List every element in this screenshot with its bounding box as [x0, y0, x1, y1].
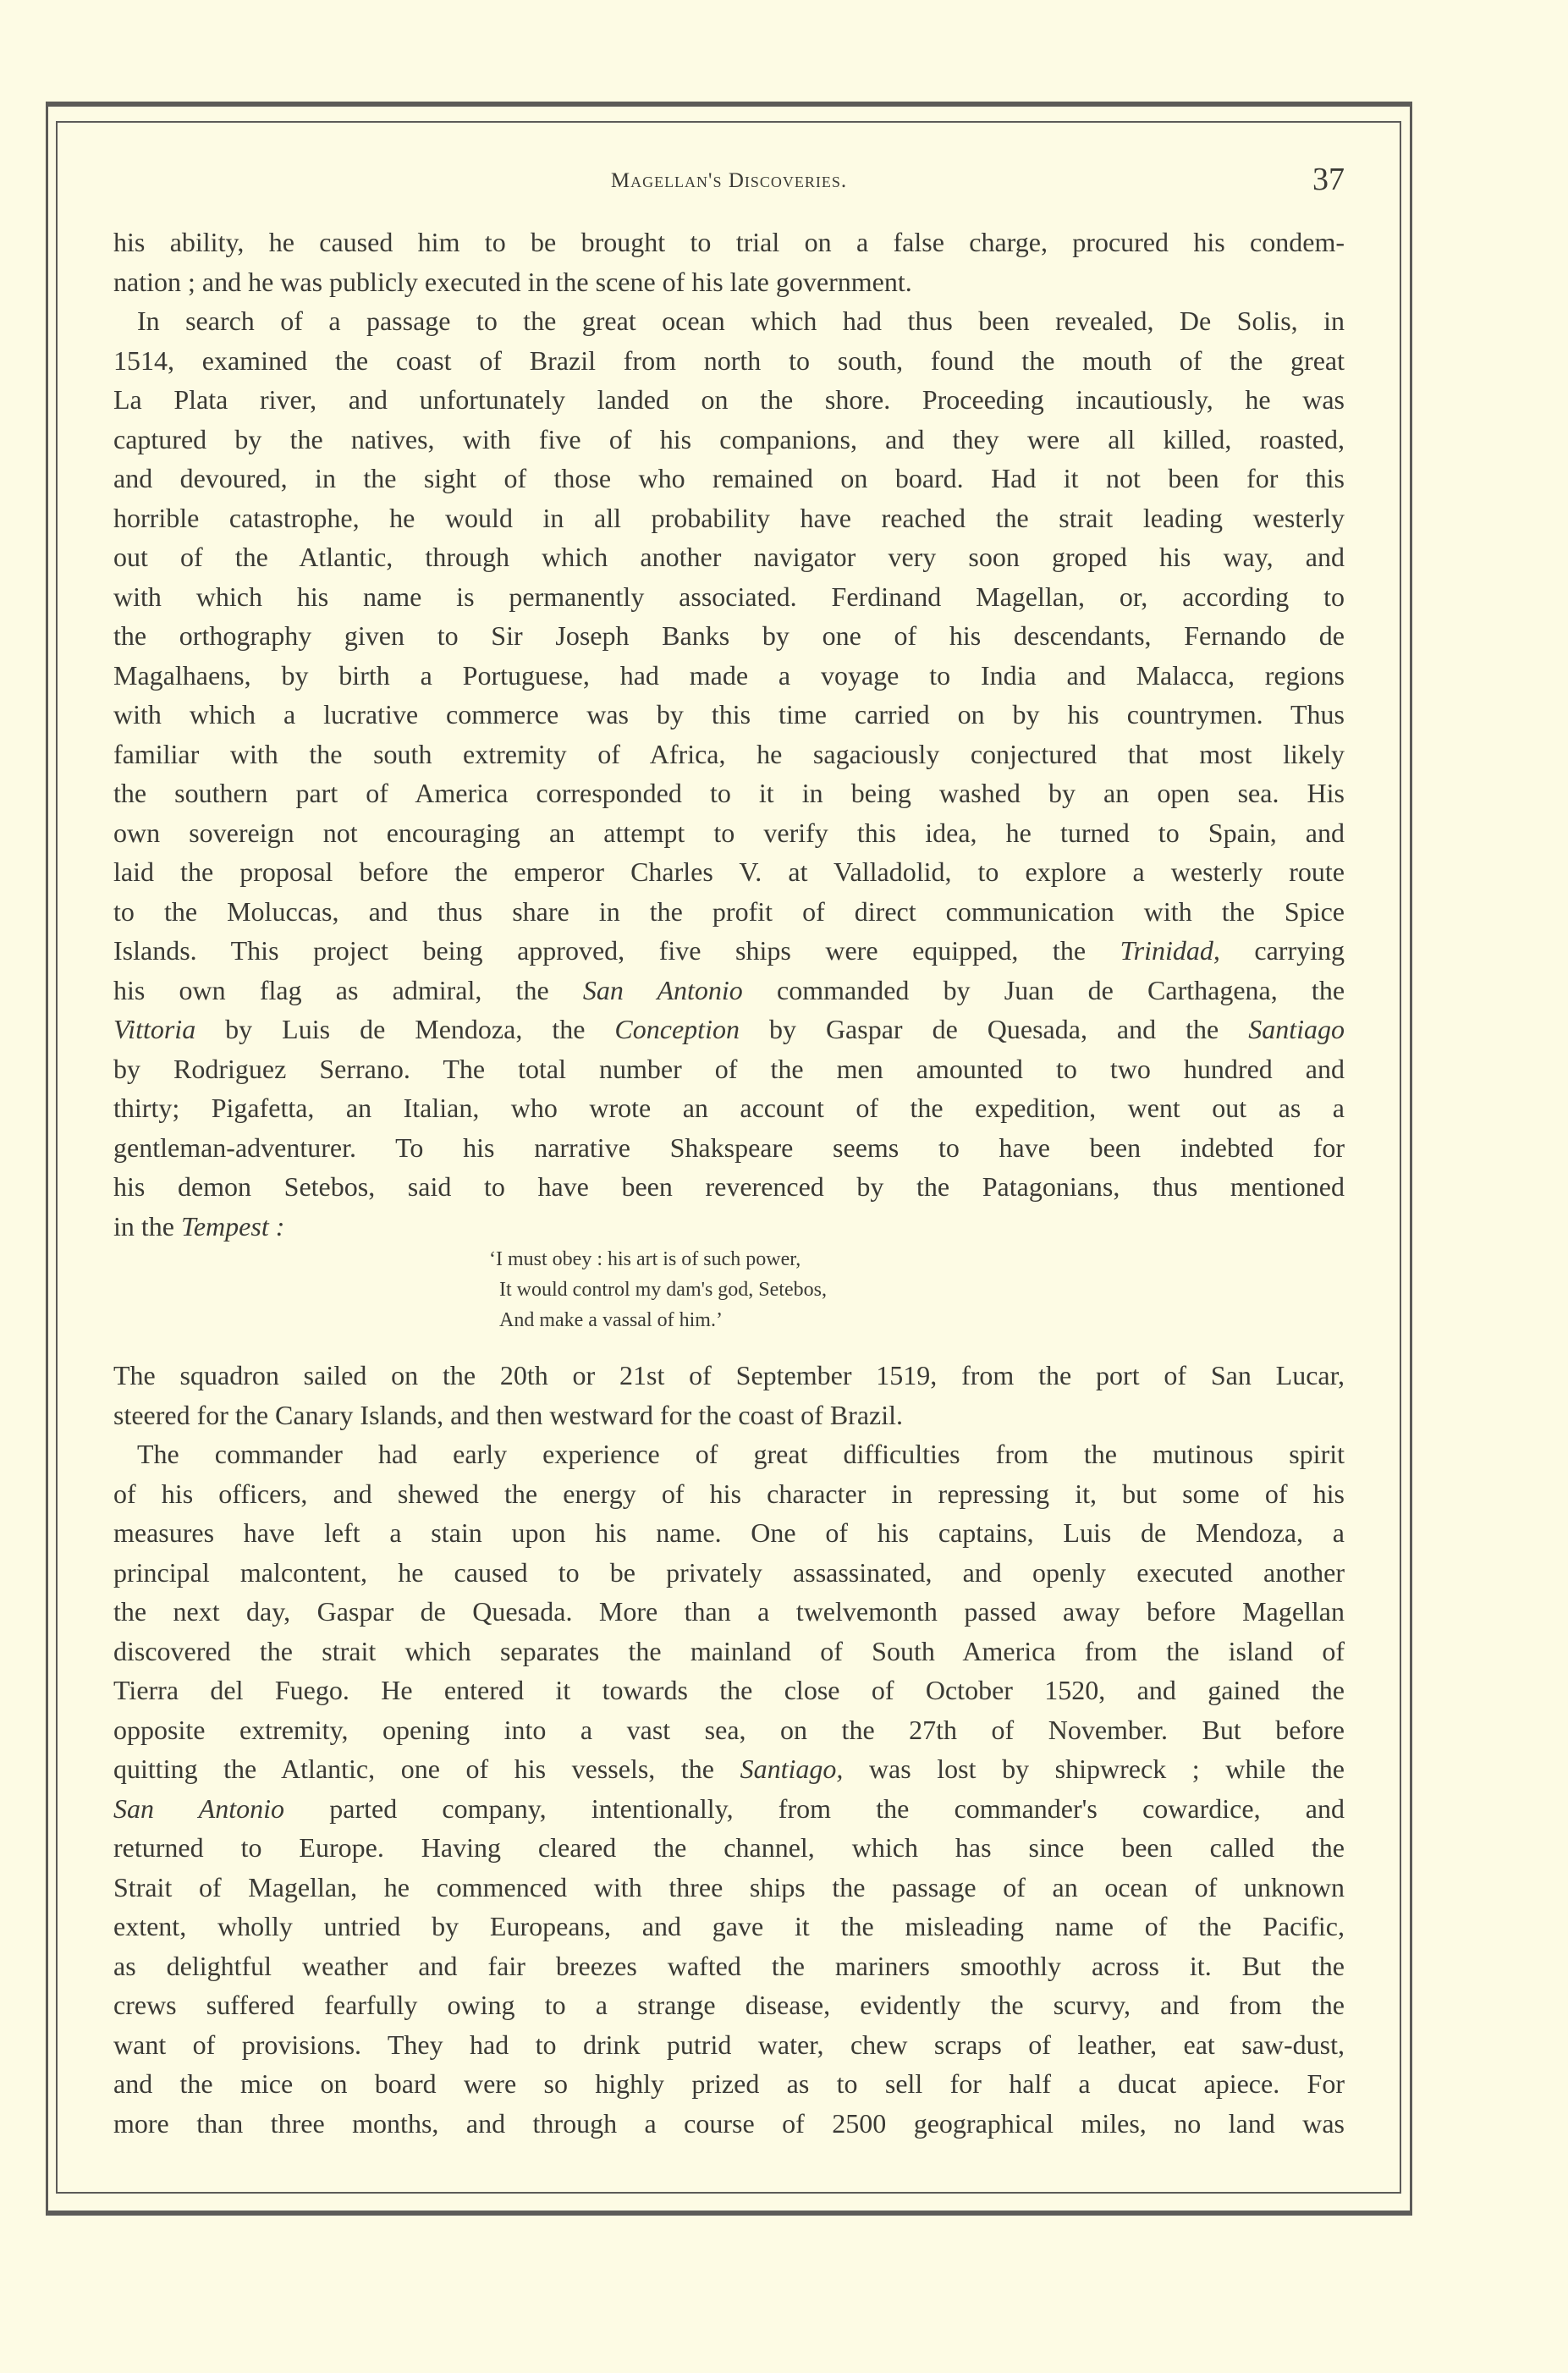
text-line — [113, 1789, 1345, 1828]
text-line — [113, 1513, 1345, 1552]
text-segment: with which a lucrative commerce was by this time carried on by his countrymen. Thus — [113, 699, 1345, 730]
text-line — [113, 616, 1345, 655]
italic-text-segment: San Antonio — [582, 974, 743, 1005]
italic-text-segment: Santiago, — [740, 1754, 844, 1784]
italic-text-segment: Vittoria — [113, 1014, 196, 1044]
text-segment: with which his name is permanently associated. Ferdinand Magellan, or, according to — [113, 581, 1345, 612]
text-line — [113, 1868, 1345, 1907]
text-line — [113, 1474, 1345, 1513]
text-segment: horrible catastrophe, he would in all probability have reached the strait leading westerly — [113, 502, 1345, 533]
text-segment: own sovereign not encouraging an attempt to verify this idea, he turned to Spain, and — [113, 817, 1345, 848]
running-title: Magellan's Discoveries. — [610, 169, 848, 192]
text-segment: by Luis de Mendoza, the — [195, 1014, 615, 1044]
text-line — [113, 1396, 1345, 1434]
text-segment: Strait of Magellan, he commenced with three ships the passage of an ocean of unknown — [113, 1871, 1345, 1902]
text-segment: The commander had early experience of great difficulties from the mutinous spirit — [137, 1439, 1345, 1469]
text-line — [113, 892, 1345, 931]
frame-bottom-thin-rule — [56, 2192, 1401, 2194]
text-segment: was lost by shipwreck ; while the — [843, 1754, 1345, 1784]
text-segment: captured by the natives, with five of his companions, and they were all killed, roasted, — [113, 423, 1345, 454]
text-line — [113, 1049, 1345, 1088]
text-segment: by Gaspar de Quesada, and the — [739, 1014, 1249, 1044]
text-line — [137, 1434, 1345, 1473]
text-segment: The squadron sailed on the 20th or 21st of September 1519, from the port of San Lucar, — [113, 1360, 1345, 1390]
text-line — [113, 1632, 1345, 1671]
text-segment: in the — [113, 1210, 181, 1242]
text-segment: crews suffered fearfully owing to a strange disease, evidently the scurvy, and from the — [113, 1990, 1345, 2020]
text-line — [113, 774, 1345, 812]
text-line — [137, 301, 1345, 340]
text-line — [113, 1985, 1345, 2024]
text-segment: gentleman-adventurer. To his narrative Shakspeare seems to have been indebted for — [113, 1131, 1345, 1163]
text-line — [113, 1592, 1345, 1631]
frame-left-outer-rule — [46, 102, 48, 2216]
text-line — [113, 2025, 1345, 2064]
text-line — [113, 262, 1345, 301]
text-segment: by Rodriguez Serrano. The total number of the men amounted to two hundred and — [113, 1053, 1345, 1084]
text-segment: parted company, intentionally, from the commander's cowardice, and — [284, 1792, 1345, 1824]
text-segment: discovered the strait which separates the mainland of South America from the island of — [113, 1635, 1345, 1666]
text-segment: thirty; Pigafetta, an Italian, who wrote an account of the expedition, went out as a — [113, 1093, 1345, 1123]
text-line — [113, 1907, 1345, 1946]
text-segment: laid the proposal before the emperor Charles V. at Valladolid, to explore a westerly route — [113, 856, 1345, 887]
italic-text-segment: San Antonio — [113, 1792, 284, 1824]
text-line — [113, 498, 1345, 537]
text-segment: the orthography given to Sir Joseph Banks by one of his descendants, Fernando de — [113, 620, 1345, 651]
text-segment: Tierra del Fuego. He entered it towards the close of October 1520, and gained the — [113, 1675, 1345, 1705]
italic-text-segment: Trinidad, — [1120, 935, 1220, 966]
text-line — [113, 1553, 1345, 1592]
text-segment: out of the Atlantic, through which another navigator very soon groped his way, and — [113, 542, 1345, 572]
frame-bottom-thick-rule — [46, 2211, 1411, 2216]
quote-line: ‘I must obey : his art is of such power, — [489, 1248, 801, 1270]
frame-top-thin-rule — [56, 121, 1401, 123]
text-line — [113, 656, 1345, 695]
text-line — [113, 695, 1345, 734]
text-segment: carrying — [1219, 935, 1345, 966]
text-line — [113, 341, 1345, 380]
frame-right-outer-rule — [1410, 102, 1412, 2216]
text-segment: quitting the Atlantic, one of his vessels, the — [113, 1754, 740, 1784]
italic-text-segment: Tempest : — [180, 1210, 285, 1242]
quote-line: And make a vassal of him.’ — [499, 1309, 723, 1331]
text-segment: nation ; and he was publicly executed in the scene of his late government. — [113, 266, 912, 297]
quote-line: It would control my dam's god, Setebos, — [499, 1279, 827, 1301]
text-line — [113, 971, 1345, 1010]
text-segment: and the mice on board were so highly prized as to sell for half a ducat apiece. For — [113, 2068, 1345, 2099]
text-segment: 1514, examined the coast of Brazil from north to south, found the mouth of the great — [113, 344, 1345, 376]
text-line — [113, 1671, 1345, 1710]
text-line — [113, 223, 1345, 262]
text-line — [113, 1088, 1345, 1127]
page-header — [113, 161, 1345, 203]
text-line — [113, 1207, 1345, 1246]
text-segment: the southern part of America corresponded to it in being washed by an open sea. His — [113, 778, 1345, 808]
text-segment: familiar with the south extremity of Africa, he sagaciously conjectured that most likely — [113, 738, 1345, 769]
text-segment: commanded by Juan de Carthagena, the — [742, 974, 1345, 1005]
text-segment: In search of a passage to the great ocean which had thus been revealed, De Solis, in — [137, 306, 1345, 336]
text-segment: Magalhaens, by birth a Portuguese, had made a voyage to India and Malacca, regions — [113, 659, 1345, 691]
italic-text-segment: Santiago — [1248, 1014, 1345, 1044]
page-number: 37 — [1312, 162, 1345, 197]
text-segment: want of provisions. They had to drink putrid water, chew scraps of leather, eat saw-dust, — [113, 2029, 1345, 2060]
text-line — [113, 1749, 1345, 1788]
text-segment: La Plata river, and unfortunately landed on the shore. Proceeding incautiously, he was — [113, 384, 1345, 415]
text-segment: opposite extremity, opening into a vast sea, on the 27th of November. But before — [113, 1714, 1345, 1745]
text-line — [113, 1710, 1345, 1749]
frame-left-inner-rule — [56, 121, 58, 2193]
text-segment: as delightful weather and fair breezes wafted the mariners smoothly across it. But the — [113, 1950, 1345, 1981]
text-line — [113, 577, 1345, 616]
frame-right-inner-rule — [1400, 121, 1401, 2193]
text-line — [113, 1128, 1345, 1167]
text-line — [113, 1167, 1345, 1206]
text-segment: steered for the Canary Islands, and then westward for the coast of Brazil. — [113, 1399, 903, 1430]
text-segment: Islands. This project being approved, five ships were equipped, the — [113, 935, 1120, 966]
text-segment: to the Moluccas, and thus share in the profit of direct communication with the Spice — [113, 895, 1345, 927]
text-line — [113, 2064, 1345, 2103]
text-line — [113, 1356, 1345, 1395]
text-line — [113, 1946, 1345, 1985]
text-line — [113, 380, 1345, 419]
text-line — [113, 2104, 1345, 2143]
text-line — [113, 813, 1345, 852]
text-segment: returned to Europe. Having cleared the channel, which has since been called the — [113, 1832, 1345, 1863]
text-segment: principal malcontent, he caused to be privately assassinated, and openly executed another — [113, 1556, 1345, 1588]
text-segment: his demon Setebos, said to have been reverenced by the Patagonians, thus mentioned — [113, 1171, 1345, 1202]
text-line — [113, 735, 1345, 774]
text-line — [113, 931, 1345, 970]
frame-top-thick-rule — [46, 102, 1411, 107]
text-segment: more than three months, and through a course of 2500 geographical miles, no land was — [113, 2107, 1345, 2139]
text-line — [113, 1828, 1345, 1867]
text-segment: of his officers, and shewed the energy of his character in repressing it, but some of his — [113, 1478, 1345, 1509]
text-line — [113, 459, 1345, 498]
text-segment: and devoured, in the sight of those who remained on board. Had it not been for this — [113, 463, 1345, 493]
italic-text-segment: Conception — [614, 1014, 740, 1044]
text-line — [113, 537, 1345, 576]
text-line — [113, 420, 1345, 459]
text-line — [113, 1010, 1345, 1049]
text-segment: measures have left a stain upon his name. One of his captains, Luis de Mendoza, a — [113, 1517, 1345, 1548]
text-line — [113, 852, 1345, 891]
text-segment: his ability, he caused him to be brought to trial on a false charge, procured his condem- — [113, 227, 1345, 257]
text-segment: the next day, Gaspar de Quesada. More than a twelvemonth passed away before Magellan — [113, 1596, 1345, 1627]
text-segment: his own flag as admiral, the — [113, 974, 583, 1005]
text-segment: extent, wholly untried by Europeans, and gave it the misleading name of the Pacific, — [113, 1911, 1345, 1941]
